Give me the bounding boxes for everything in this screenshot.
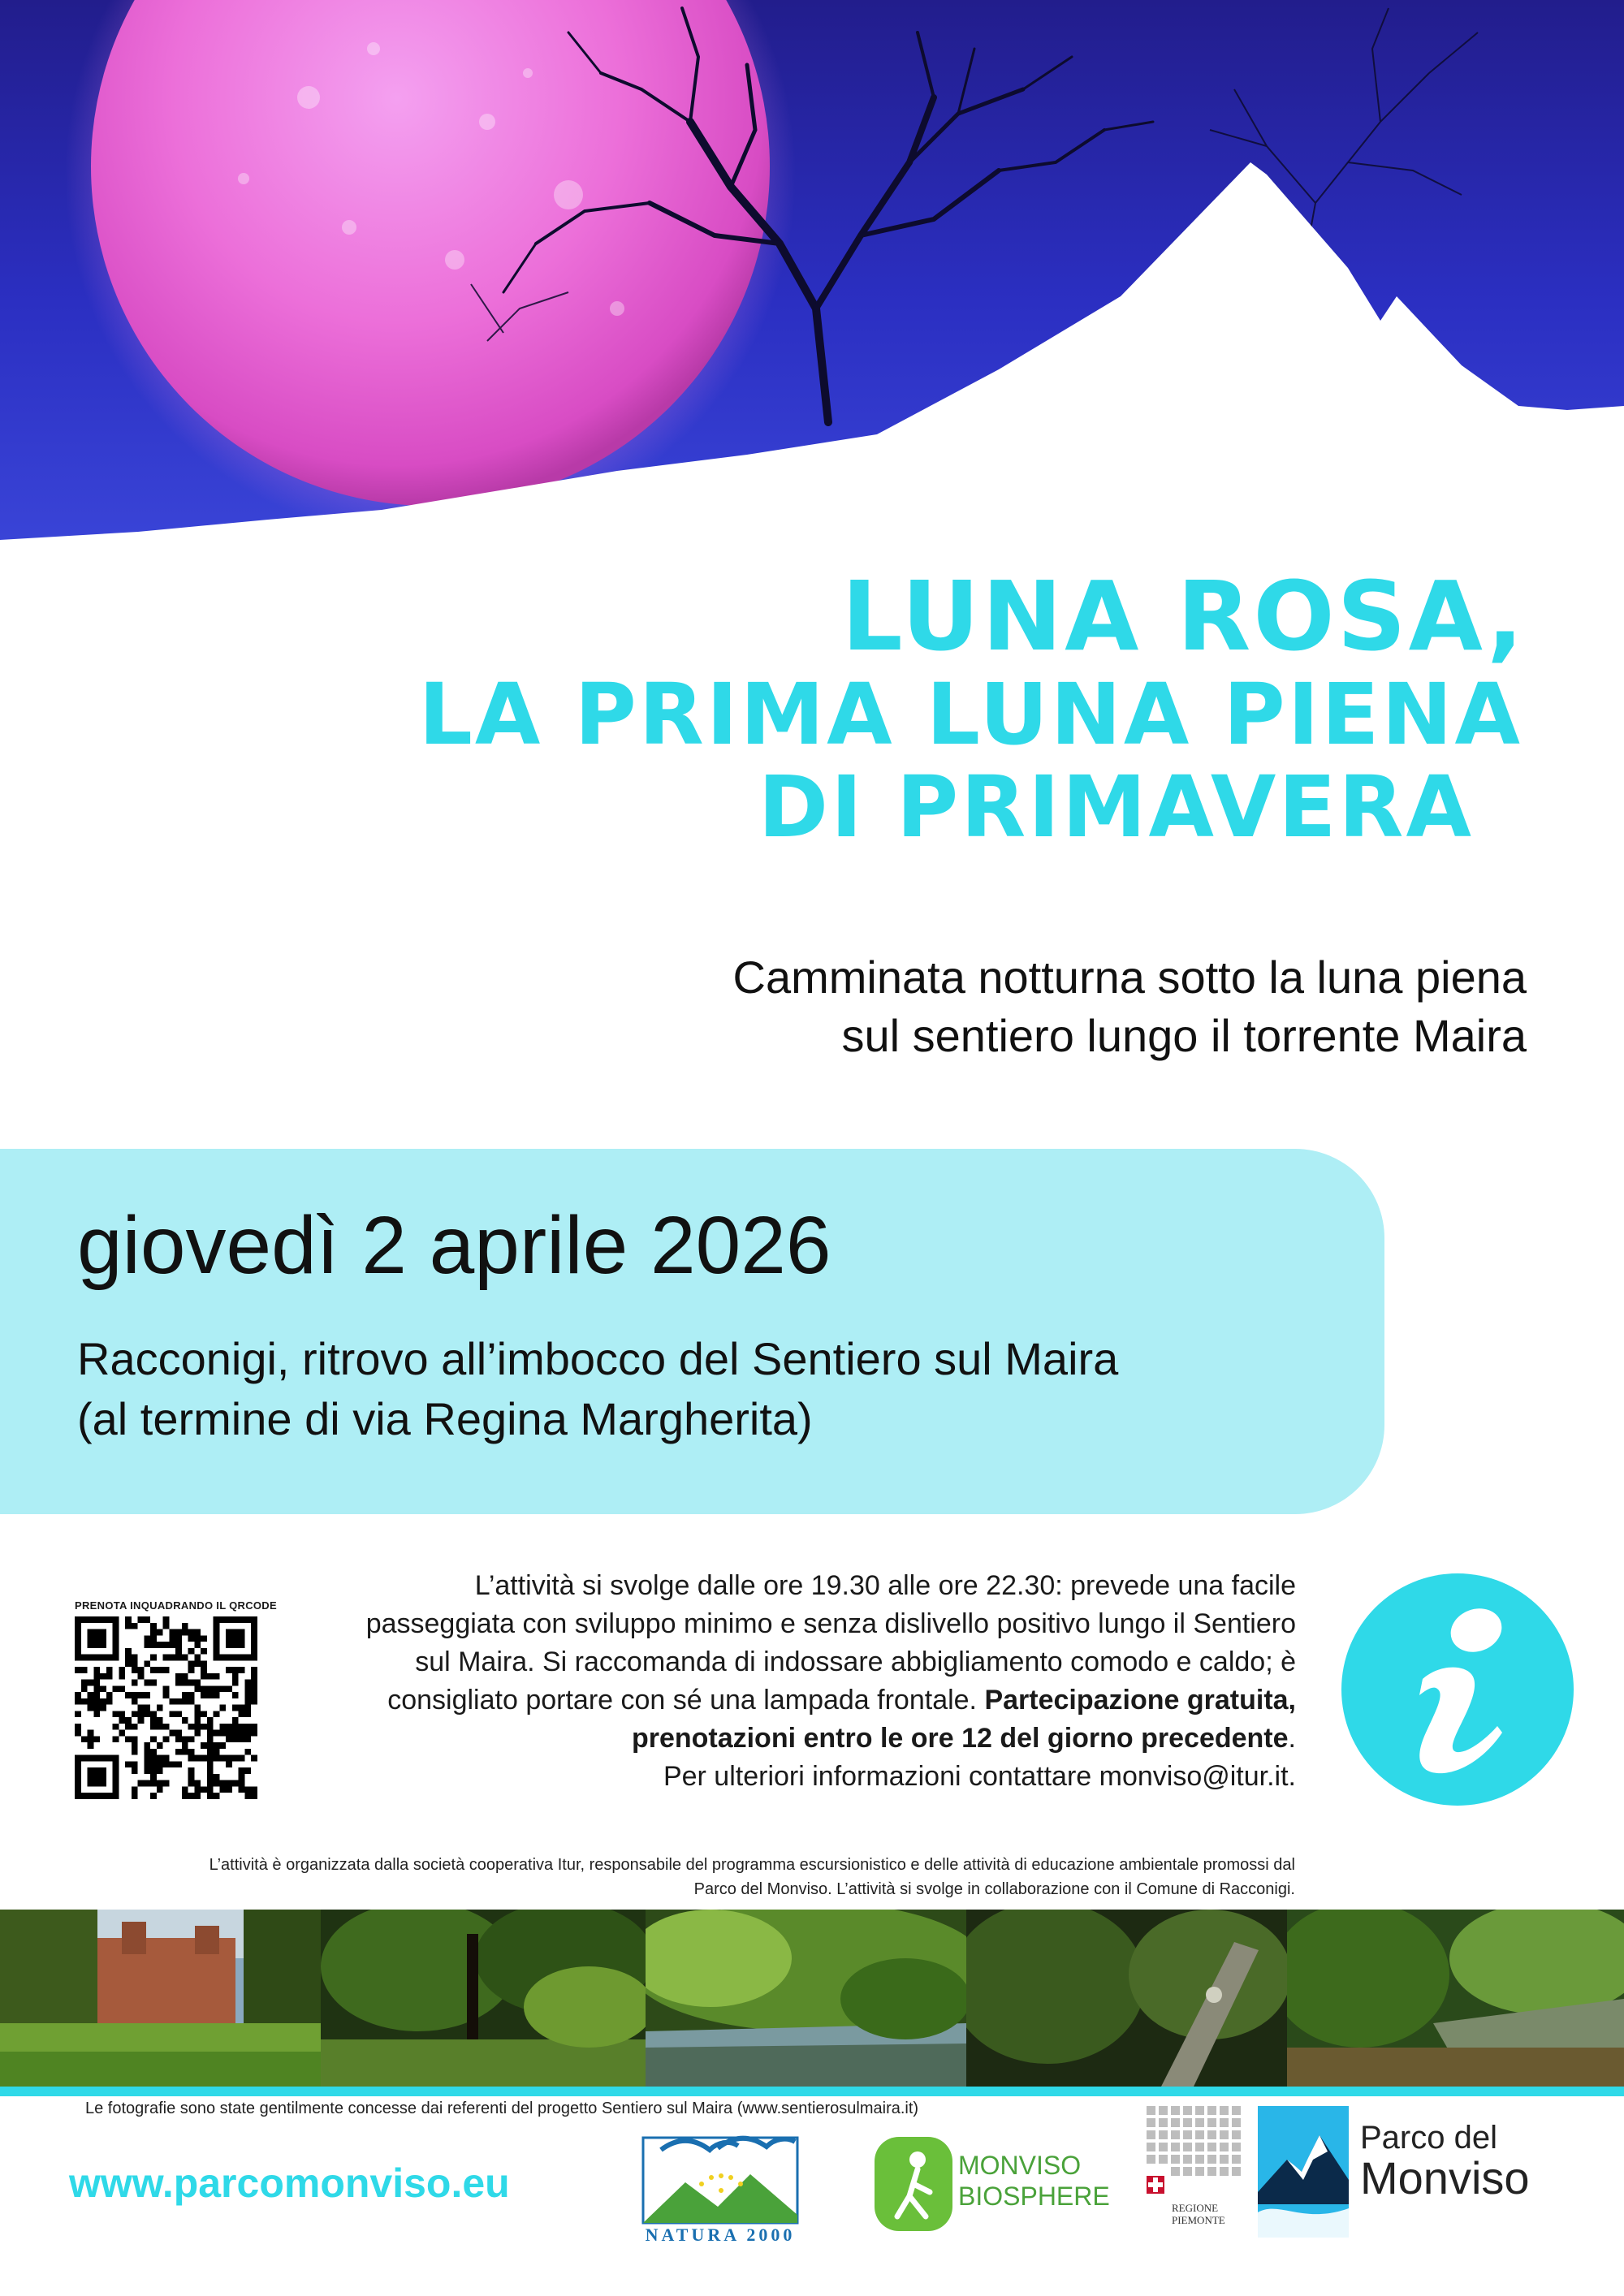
info-line-5-text: . <box>1288 1723 1296 1754</box>
subtitle-line-1: Camminata notturna sotto la luna piena <box>732 952 1527 1003</box>
event-subtitle <box>733 948 1527 1065</box>
biosphere-line-1: MONVISO <box>958 2151 1082 2180</box>
info-line-1: L’attività si svolge dalle ore 19.30 alle ore 22.30: prevede una facile <box>474 1570 1296 1601</box>
photo-strip <box>0 1910 1624 2087</box>
regione-line-2: PIEMONTE <box>1172 2214 1225 2226</box>
info-line-5 <box>297 1720 1296 1758</box>
place-line-1: Racconigi, ritrovo all’imbocco del Sentiero sul Maira <box>77 1333 1119 1384</box>
parco-line-2: Monviso <box>1360 2152 1530 2203</box>
photo-forest-path <box>321 1910 646 2087</box>
natura-2000-logo <box>637 2093 807 2247</box>
info-line-4-text: consigliato portare con sé una lampada frontale. <box>387 1685 985 1716</box>
place-line-2: (al termine di via Regina Margherita) <box>77 1393 813 1444</box>
event-date: giovedì 2 aprile 2026 <box>77 1200 831 1291</box>
info-line-6: Per ulteriori informazioni contattare monviso@itur.it. <box>663 1761 1296 1792</box>
regione-line-1: REGIONE <box>1172 2202 1219 2214</box>
organizer-line-2: Parco del Monviso. L’attività si svolge in collaborazione con il Comune di Racconigi. <box>693 1880 1295 1898</box>
qr-caption: PRENOTA INQUADRANDO IL QRCODE <box>75 1599 277 1612</box>
activity-info <box>297 1567 1296 1796</box>
event-title <box>418 560 1526 857</box>
info-line-2: passeggiata con sviluppo minimo e senza dislivello positivo lungo il Sentiero <box>365 1608 1296 1639</box>
organizer-line-1: L’attività è organizzata dalla società cooperativa Itur, responsabile del programma escursionistico e delle attività di educazione ambientale promossi dal <box>209 1856 1295 1874</box>
qr-code[interactable] <box>75 1616 257 1799</box>
info-i-icon <box>1341 1573 1574 1806</box>
regione-text <box>1149 2202 1246 2226</box>
photo-river <box>646 1910 966 2087</box>
photo-credits: Le fotografie sono state gentilmente concesse dai referenti del progetto Sentiero sul Maira (www.sentierosulmaira.it) <box>85 2100 919 2117</box>
website-link[interactable]: www.parcomonviso.eu <box>69 2160 510 2206</box>
parco-line-1: Parco del <box>1360 2120 1497 2156</box>
biosphere-text <box>958 2150 1110 2212</box>
info-booking-deadline: prenotazioni entro le ore 12 del giorno precedente <box>631 1723 1289 1754</box>
natura-label: NATURA 2000 <box>645 2225 796 2245</box>
biosphere-line-2: BIOSPHERE <box>958 2182 1110 2211</box>
photo-riverbank <box>1287 1910 1624 2087</box>
title-line-3: DI PRIMAVERA <box>758 757 1474 857</box>
strip-divider <box>0 2087 1624 2096</box>
regione-piemonte-logo <box>1145 2104 1250 2246</box>
event-place <box>77 1329 1118 1449</box>
qr-booking <box>75 1599 277 1803</box>
photo-castle-park <box>0 1910 321 2087</box>
subtitle-line-2: sul sentiero lungo il torrente Maira <box>841 1010 1527 1061</box>
monviso-biosphere-logo <box>873 2135 1141 2233</box>
photo-woodland-log <box>966 1910 1287 2087</box>
title-line-2: LA PRIMA LUNA PIENA <box>418 665 1522 764</box>
date-band <box>0 1149 1384 1514</box>
organizer-note <box>77 1853 1295 1901</box>
title-line-1: LUNA ROSA, <box>841 560 1526 672</box>
parco-text <box>1360 2117 1530 2203</box>
parco-del-monviso-logo <box>1255 2103 1592 2249</box>
info-line-4 <box>297 1681 1296 1720</box>
info-line-3: sul Maira. Si raccomanda di indossare abbigliamento comodo e caldo; è <box>415 1646 1296 1677</box>
hero-night-sky-image <box>0 0 1624 552</box>
info-free-participation: Partecipazione gratuita, <box>984 1685 1296 1716</box>
